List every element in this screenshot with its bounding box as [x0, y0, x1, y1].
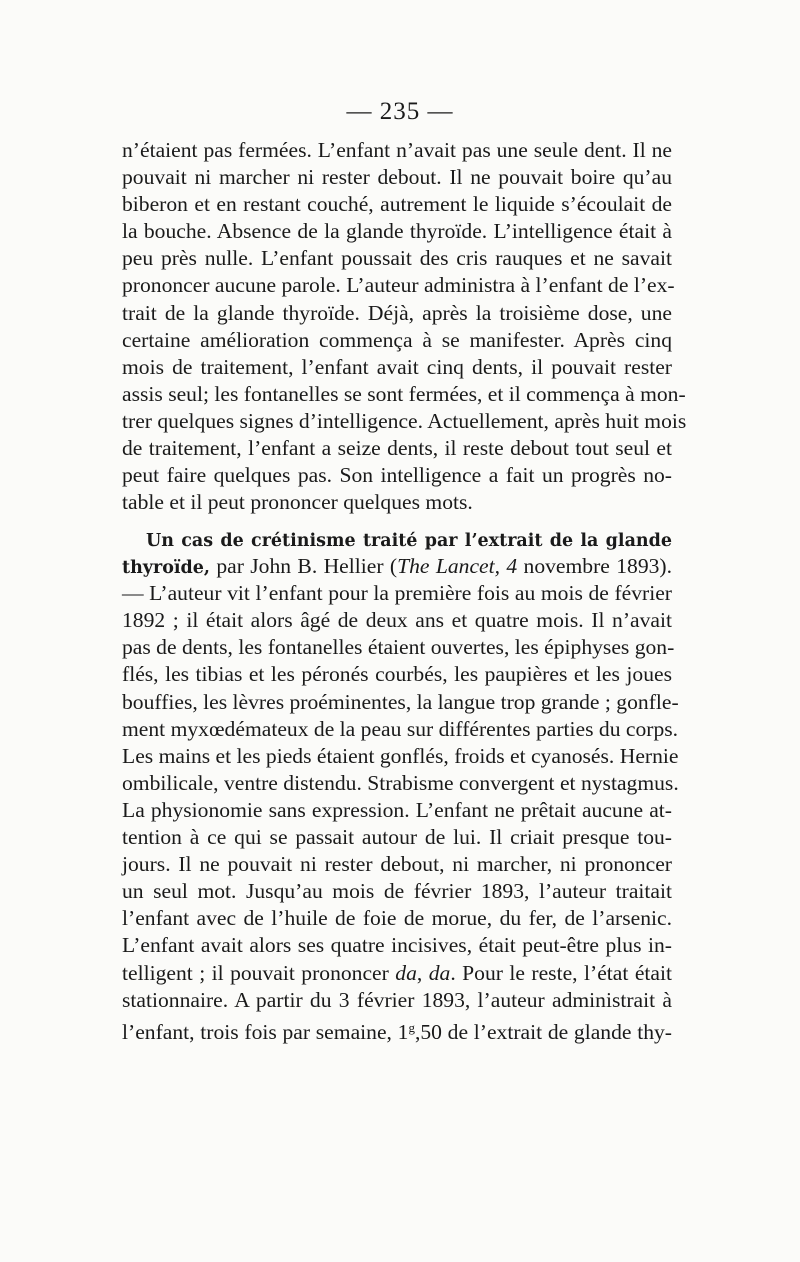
page-number: — 235 —	[346, 98, 454, 125]
italic-word: da	[395, 960, 417, 985]
journal-citation: The Lancet, 4	[397, 554, 518, 579]
text-line-last	[122, 1014, 672, 1044]
text-line: prononcer aucune parole. L’auteur administra à l’enfant de l’ex-	[122, 273, 675, 298]
separator: ,	[416, 960, 429, 985]
article-paragraph	[122, 526, 679, 1044]
text-line: assis seul; les fontanelles se sont fermées, et il commença à mon-	[122, 381, 686, 406]
text-line: ombilicale, ventre distendu. Strabisme convergent et nystagmus.	[122, 770, 679, 795]
byline-suffix: novembre 1893).	[517, 554, 673, 579]
article-heading-line	[122, 526, 672, 553]
text-line: La physionomie sans expression. L’enfant ne prêtait aucune at-	[122, 797, 672, 822]
italic-word: da	[428, 960, 451, 985]
text-line: 1892 ; il était alors âgé de deux ans et quatre mois. Il n’avait	[122, 608, 672, 633]
text-line: table et il peut prononcer quelques mots.	[122, 490, 473, 515]
text-line: trait de la glande thyroïde. Déjà, après la troisième dose, une	[122, 300, 672, 325]
text-line: stationnaire. A partir du 3 février 1893, l’auteur administrait à	[122, 987, 672, 1012]
text-line-with-italics	[122, 960, 672, 987]
text-line: trer quelques signes d’intelligence. Actuellement, après huit mois	[122, 408, 687, 433]
text-line: pouvait ni marcher ni rester debout. Il ne pouvait boire qu’au	[122, 165, 672, 190]
line-text: l’enfant, trois fois par semaine, 1	[122, 1019, 409, 1044]
paragraph-continuation	[122, 137, 687, 516]
article-byline-line	[122, 553, 672, 580]
text-line: la bouche. Absence de la glande thyroïde. L’intelligence était à	[122, 219, 672, 244]
text-line: peut faire quelques pas. Son intelligence a fait un progrès no-	[122, 463, 672, 488]
text-line: biberon et en restant couché, autrement le liquide s’écoulait de	[122, 192, 672, 217]
text-line: de traitement, l’enfant a seize dents, il reste debout tout seul et	[122, 436, 672, 461]
text-line: jours. Il ne pouvait ni rester debout, ni marcher, ni prononcer	[122, 852, 672, 877]
text-line: pas de dents, les fontanelles étaient ouvertes, les épiphyses gon-	[122, 635, 675, 660]
line-text: telligent ; il pouvait prononcer	[122, 960, 389, 985]
text-line: bouffies, les lèvres proéminentes, la langue trop grande ; gonfle-	[122, 689, 679, 714]
text-line: flés, les tibias et les péronés courbés, les paupières et les joues	[122, 662, 672, 687]
line-text: . Pour le reste, l’état était	[450, 960, 672, 985]
text-line: — L’auteur vit l’enfant pour la première fois au mois de février	[122, 581, 672, 606]
gram-superscript: g	[408, 1019, 415, 1035]
article-heading-end: thyroïde,	[122, 558, 210, 579]
text-line: n’étaient pas fermées. L’enfant n’avait pas une seule dent. Il ne	[122, 138, 672, 162]
line-text: ,50 de l’extrait de glande thy-	[414, 1019, 672, 1044]
text-line: peu près nulle. L’enfant poussait des cris rauques et ne savait	[122, 246, 672, 271]
text-line: certaine amélioration commença à se manifester. Après cinq	[122, 327, 672, 352]
text-line: l’enfant avec de l’huile de foie de morue, du fer, de l’arsenic.	[122, 906, 672, 931]
article-heading: Un cas de crétinisme traité par l’extrait de la glande	[146, 531, 672, 551]
text-line: un seul mot. Jusqu’au mois de février 1893, l’auteur traitait	[122, 879, 672, 904]
text-line: L’enfant avait alors ses quatre incisives, était peut-être plus in-	[122, 933, 672, 958]
byline-prefix: par John B. Hellier (	[209, 554, 398, 579]
text-line: mois de traitement, l’enfant avait cinq dents, il pouvait rester	[122, 354, 672, 379]
text-line: tention à ce qui se passait autour de lui. Il criait presque tou-	[122, 825, 672, 850]
text-line: Les mains et les pieds étaient gonflés, froids et cyanosés. Hernie	[122, 743, 679, 768]
text-line: ment myxœdémateux de la peau sur différentes parties du corps.	[122, 716, 679, 741]
